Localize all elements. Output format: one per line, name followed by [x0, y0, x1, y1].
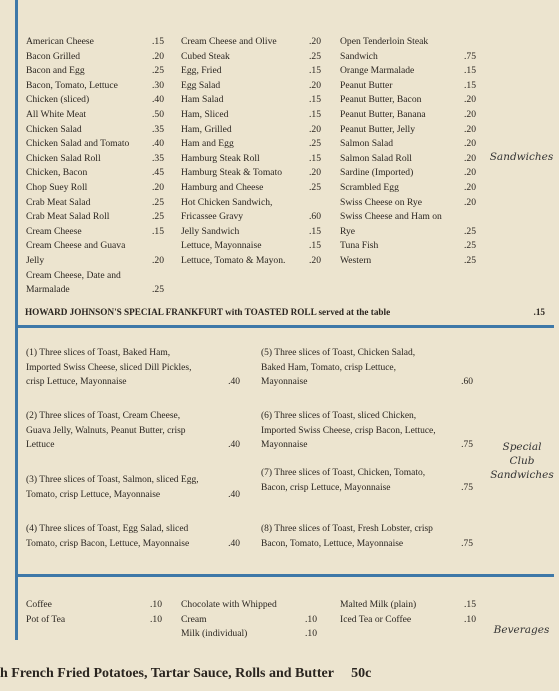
club-sandwich-price: .75	[461, 440, 473, 451]
menu-item	[340, 35, 476, 64]
menu-item	[26, 598, 162, 613]
menu-item-price: .25	[464, 240, 476, 252]
divider-line-1	[16, 325, 554, 328]
menu-item-name: Salmon Salad	[340, 138, 394, 150]
menu-item	[26, 137, 164, 152]
menu-item-price: .20	[464, 167, 476, 179]
menu-item	[26, 50, 164, 65]
menu-item-name: Chicken Salad and Tomato	[26, 138, 130, 150]
menu-item-name: Cream Cheese	[26, 225, 82, 237]
menu-item	[26, 93, 164, 108]
left-border-line	[15, 0, 18, 640]
menu-item-price: .20	[464, 181, 476, 193]
menu-item-name: Swiss Cheese and Ham on Rye	[340, 211, 442, 237]
menu-item-name: Bacon and Egg	[26, 65, 85, 77]
menu-item-price: .50	[152, 108, 164, 120]
menu-item-name: Peanut Butter, Jelly	[340, 123, 416, 135]
menu-item-price: .20	[309, 79, 321, 91]
menu-item	[340, 166, 476, 181]
menu-item-price: .20	[152, 50, 164, 62]
menu-item-name: Sardine (Imported)	[340, 167, 414, 179]
menu-item	[181, 254, 321, 269]
beverages-column-3	[340, 598, 476, 627]
menu-item-price: .15	[464, 79, 476, 91]
menu-item-name: Chicken, Bacon	[26, 167, 88, 179]
menu-item	[340, 254, 476, 269]
menu-item-name: Bacon Grilled	[26, 50, 81, 62]
menu-item	[26, 210, 164, 225]
club-sandwich-description: (1) Three slices of Toast, Baked Ham, Imported Swiss Cheese, sliced Dill Pickles, crisp Lettuce, Mayonnaise	[26, 348, 192, 388]
club-sandwich-item	[261, 522, 473, 551]
menu-item-name: Cream Cheese and Guava Jelly	[26, 240, 126, 266]
menu-item	[340, 79, 476, 94]
menu-item	[26, 181, 164, 196]
menu-item-name: Milk (individual)	[181, 628, 248, 640]
menu-item	[181, 598, 317, 627]
menu-item-price: .15	[152, 225, 164, 237]
menu-item	[181, 152, 321, 167]
menu-item-name: Crab Meat Salad Roll	[26, 211, 110, 223]
club-label-line-2: Club	[509, 455, 535, 467]
menu-item-price: .10	[305, 628, 317, 640]
frankfurt-special	[25, 307, 545, 317]
club-sandwich-item	[261, 409, 473, 453]
club-sandwich-description: (7) Three slices of Toast, Chicken, Tomato, Bacon, crisp Lettuce, Mayonnaise	[261, 468, 426, 493]
menu-item-name: Crab Meat Salad	[26, 196, 91, 208]
menu-item	[181, 166, 321, 181]
menu-item	[181, 64, 321, 79]
divider-line-2	[16, 574, 554, 577]
menu-item-price: .40	[152, 94, 164, 106]
menu-item-name: Peanut Butter, Banana	[340, 108, 426, 120]
club-sandwich-price: .40	[228, 489, 240, 500]
menu-item-name: American Cheese	[26, 36, 94, 47]
club-section-label	[486, 440, 558, 482]
menu-item-price: .15	[309, 108, 321, 120]
menu-item-price: .45	[152, 167, 164, 179]
menu-item-name: Malted Milk (plain)	[340, 599, 417, 610]
menu-item-price: .30	[152, 79, 164, 91]
menu-item-name: Cubed Steak	[181, 50, 230, 62]
menu-item	[26, 108, 164, 123]
menu-item-name: Hamburg and Cheese	[181, 181, 264, 193]
club-sandwich-item	[26, 346, 240, 390]
menu-item-price: .35	[152, 152, 164, 164]
menu-item-price: .20	[309, 254, 321, 266]
bottom-special-price: 50c	[351, 666, 372, 681]
club-sandwich-item	[26, 473, 240, 502]
menu-item-name: Cream Cheese and Olive	[181, 36, 277, 47]
menu-item-name: Egg, Fried	[181, 65, 222, 77]
menu-item-name: Chicken (sliced)	[26, 94, 90, 106]
menu-item-name: Bacon, Tomato, Lettuce	[26, 79, 118, 91]
club-sandwich-price: .60	[461, 377, 473, 388]
menu-item	[181, 627, 317, 642]
club-sandwich-price: .40	[228, 538, 240, 549]
menu-item	[340, 93, 476, 108]
menu-item	[181, 35, 321, 50]
menu-item-price: .20	[464, 138, 476, 150]
menu-item	[26, 123, 164, 138]
menu-item	[181, 239, 321, 254]
menu-item-name: Lettuce, Tomato & Mayon.	[181, 254, 286, 266]
menu-item-price: .15	[309, 240, 321, 252]
menu-item-price: .25	[309, 50, 321, 62]
menu-item	[340, 210, 476, 239]
menu-item	[26, 152, 164, 167]
menu-item-price: .60	[309, 211, 321, 223]
menu-item-name: Jelly Sandwich	[181, 225, 240, 237]
menu-item-price: .25	[309, 138, 321, 150]
menu-item-price: .10	[150, 599, 162, 610]
menu-item-price: .20	[309, 123, 321, 135]
menu-item-name: Hamburg Steak Roll	[181, 152, 260, 164]
menu-item	[26, 225, 164, 240]
menu-item	[26, 269, 164, 298]
menu-item-price: .15	[464, 65, 476, 77]
menu-item	[26, 239, 164, 268]
menu-item-price: .20	[309, 36, 321, 47]
sandwiches-column-2	[181, 35, 321, 269]
frankfurt-price: .15	[533, 307, 545, 317]
menu-item	[181, 225, 321, 240]
menu-item	[181, 123, 321, 138]
menu-item-name: Swiss Cheese on Rye	[340, 196, 422, 208]
club-sandwich-description: (4) Three slices of Toast, Egg Salad, sliced Tomato, crisp Bacon, Lettuce, Mayonnaise	[26, 524, 190, 549]
menu-item-price: .25	[152, 65, 164, 77]
menu-item-price: .20	[152, 181, 164, 193]
menu-item-price: .15	[309, 152, 321, 164]
menu-item-price: .40	[152, 138, 164, 150]
menu-item-name: Hamburg Steak & Tomato	[181, 167, 283, 179]
menu-item-name: Western	[340, 254, 372, 266]
menu-item-price: .20	[464, 94, 476, 106]
menu-item	[181, 108, 321, 123]
menu-item-price: .10	[464, 613, 476, 625]
menu-item-name: Egg Salad	[181, 79, 221, 91]
club-sandwich-description: (8) Three slices of Toast, Fresh Lobster, crisp Bacon, Tomato, Lettuce, Mayonnaise	[261, 524, 433, 549]
menu-item-price: .25	[152, 284, 164, 296]
menu-item-price: .20	[464, 123, 476, 135]
menu-item	[181, 196, 321, 225]
menu-item	[340, 137, 476, 152]
menu-item	[26, 196, 164, 211]
club-sandwich-price: .40	[228, 440, 240, 451]
menu-item	[26, 35, 164, 50]
menu-item-price: .10	[305, 613, 317, 625]
menu-item-name: Tuna Fish	[340, 240, 379, 252]
menu-item-price: .15	[309, 225, 321, 237]
menu-item-price: .75	[464, 50, 476, 62]
sandwiches-section-label: Sandwiches	[489, 151, 554, 163]
club-label-line-1: Special	[502, 441, 542, 453]
menu-item	[340, 108, 476, 123]
menu-item-name: Orange Marmalade	[340, 65, 415, 77]
club-sandwich-item	[26, 409, 240, 453]
menu-item-price: .20	[309, 167, 321, 179]
menu-item	[340, 598, 476, 613]
menu-item-price: .35	[152, 123, 164, 135]
menu-item-name: Chocolate with Whipped Cream	[181, 599, 277, 625]
menu-item-name: Chicken Salad	[26, 123, 82, 135]
menu-item	[26, 166, 164, 181]
beverages-column-1	[26, 598, 162, 627]
menu-item-price: .15	[309, 65, 321, 77]
menu-item	[181, 137, 321, 152]
menu-item	[181, 181, 321, 196]
club-sandwich-price: .75	[461, 482, 473, 493]
menu-item-name: Open Tenderloin Steak Sandwich	[340, 36, 429, 62]
menu-item-name: Lettuce, Mayonnaise	[181, 240, 262, 252]
menu-item	[340, 239, 476, 254]
menu-item	[340, 196, 476, 211]
club-sandwich-price: .75	[461, 538, 473, 549]
menu-item-price: .15	[309, 94, 321, 106]
bottom-special-line	[0, 666, 371, 682]
club-sandwich-description: (2) Three slices of Toast, Cream Cheese, Guava Jelly, Walnuts, Peanut Butter, crisp Lettuce	[26, 411, 186, 451]
menu-item	[181, 50, 321, 65]
menu-item-name: Chicken Salad Roll	[26, 152, 101, 164]
sandwiches-column-3	[340, 35, 476, 269]
menu-item-price: .20	[464, 196, 476, 208]
menu-item-price: .20	[152, 254, 164, 266]
club-sandwich-item	[261, 466, 473, 495]
club-sandwich-price: .40	[228, 377, 240, 388]
frankfurt-text: HOWARD JOHNSON'S SPECIAL FRANKFURT with TOASTED ROLL served at the table	[25, 307, 391, 317]
menu-item	[340, 152, 476, 167]
club-label-line-3: Sandwiches	[490, 469, 554, 481]
menu-item-name: Peanut Butter	[340, 79, 393, 91]
menu-item	[181, 93, 321, 108]
bottom-special-text: h French Fried Potatoes, Tartar Sauce, Rolls and Butter	[0, 666, 334, 681]
menu-item	[181, 79, 321, 94]
menu-item-name: Iced Tea or Coffee	[340, 613, 412, 625]
menu-item-name: Chop Suey Roll	[26, 181, 88, 193]
menu-item-name: Ham and Egg	[181, 138, 234, 150]
menu-item-name: All White Meat	[26, 108, 87, 120]
menu-item-price: .15	[464, 599, 476, 610]
menu-item	[340, 64, 476, 79]
club-sandwich-item	[261, 346, 473, 390]
menu-item-name: Cream Cheese, Date and Marmalade	[26, 269, 121, 296]
menu-item	[340, 123, 476, 138]
beverages-section-label: Beverages	[493, 624, 550, 636]
menu-item-name: Ham, Sliced	[181, 108, 229, 120]
menu-item-price: .25	[309, 181, 321, 193]
menu-item	[26, 613, 162, 628]
menu-item-price: .25	[464, 225, 476, 237]
menu-item-name: Hot Chicken Sandwich, Fricassee Gravy	[181, 196, 273, 223]
menu-item-price: .20	[464, 108, 476, 120]
menu-item-name: Ham Salad	[181, 94, 224, 106]
club-sandwich-description: (5) Three slices of Toast, Chicken Salad, Baked Ham, Tomato, crisp Lettuce, Mayonnaise	[261, 348, 416, 388]
club-sandwich-description: (3) Three slices of Toast, Salmon, sliced Egg, Tomato, crisp Lettuce, Mayonnaise	[26, 475, 199, 500]
menu-item	[26, 64, 164, 79]
menu-item-price: .10	[150, 613, 162, 625]
menu-item-name: Peanut Butter, Bacon	[340, 94, 422, 106]
beverages-column-2	[181, 598, 317, 642]
sandwiches-column-1	[26, 35, 164, 298]
menu-item-name: Coffee	[26, 599, 52, 610]
club-sandwich-item	[26, 522, 240, 551]
menu-item-name: Pot of Tea	[26, 613, 66, 625]
menu-item-price: .15	[152, 36, 164, 47]
menu-item-name: Ham, Grilled	[181, 123, 232, 135]
menu-item-price: .20	[464, 152, 476, 164]
menu-item	[26, 79, 164, 94]
menu-item-price: .25	[464, 254, 476, 266]
menu-item	[340, 181, 476, 196]
menu-item	[340, 613, 476, 628]
menu-item-name: Salmon Salad Roll	[340, 152, 412, 164]
menu-item-price: .25	[152, 196, 164, 208]
menu-item-price: .25	[152, 211, 164, 223]
menu-item-name: Scrambled Egg	[340, 181, 399, 193]
club-sandwich-description: (6) Three slices of Toast, sliced Chicken, Imported Swiss Cheese, crisp Bacon, Lettuce, Mayonnaise	[261, 411, 436, 451]
